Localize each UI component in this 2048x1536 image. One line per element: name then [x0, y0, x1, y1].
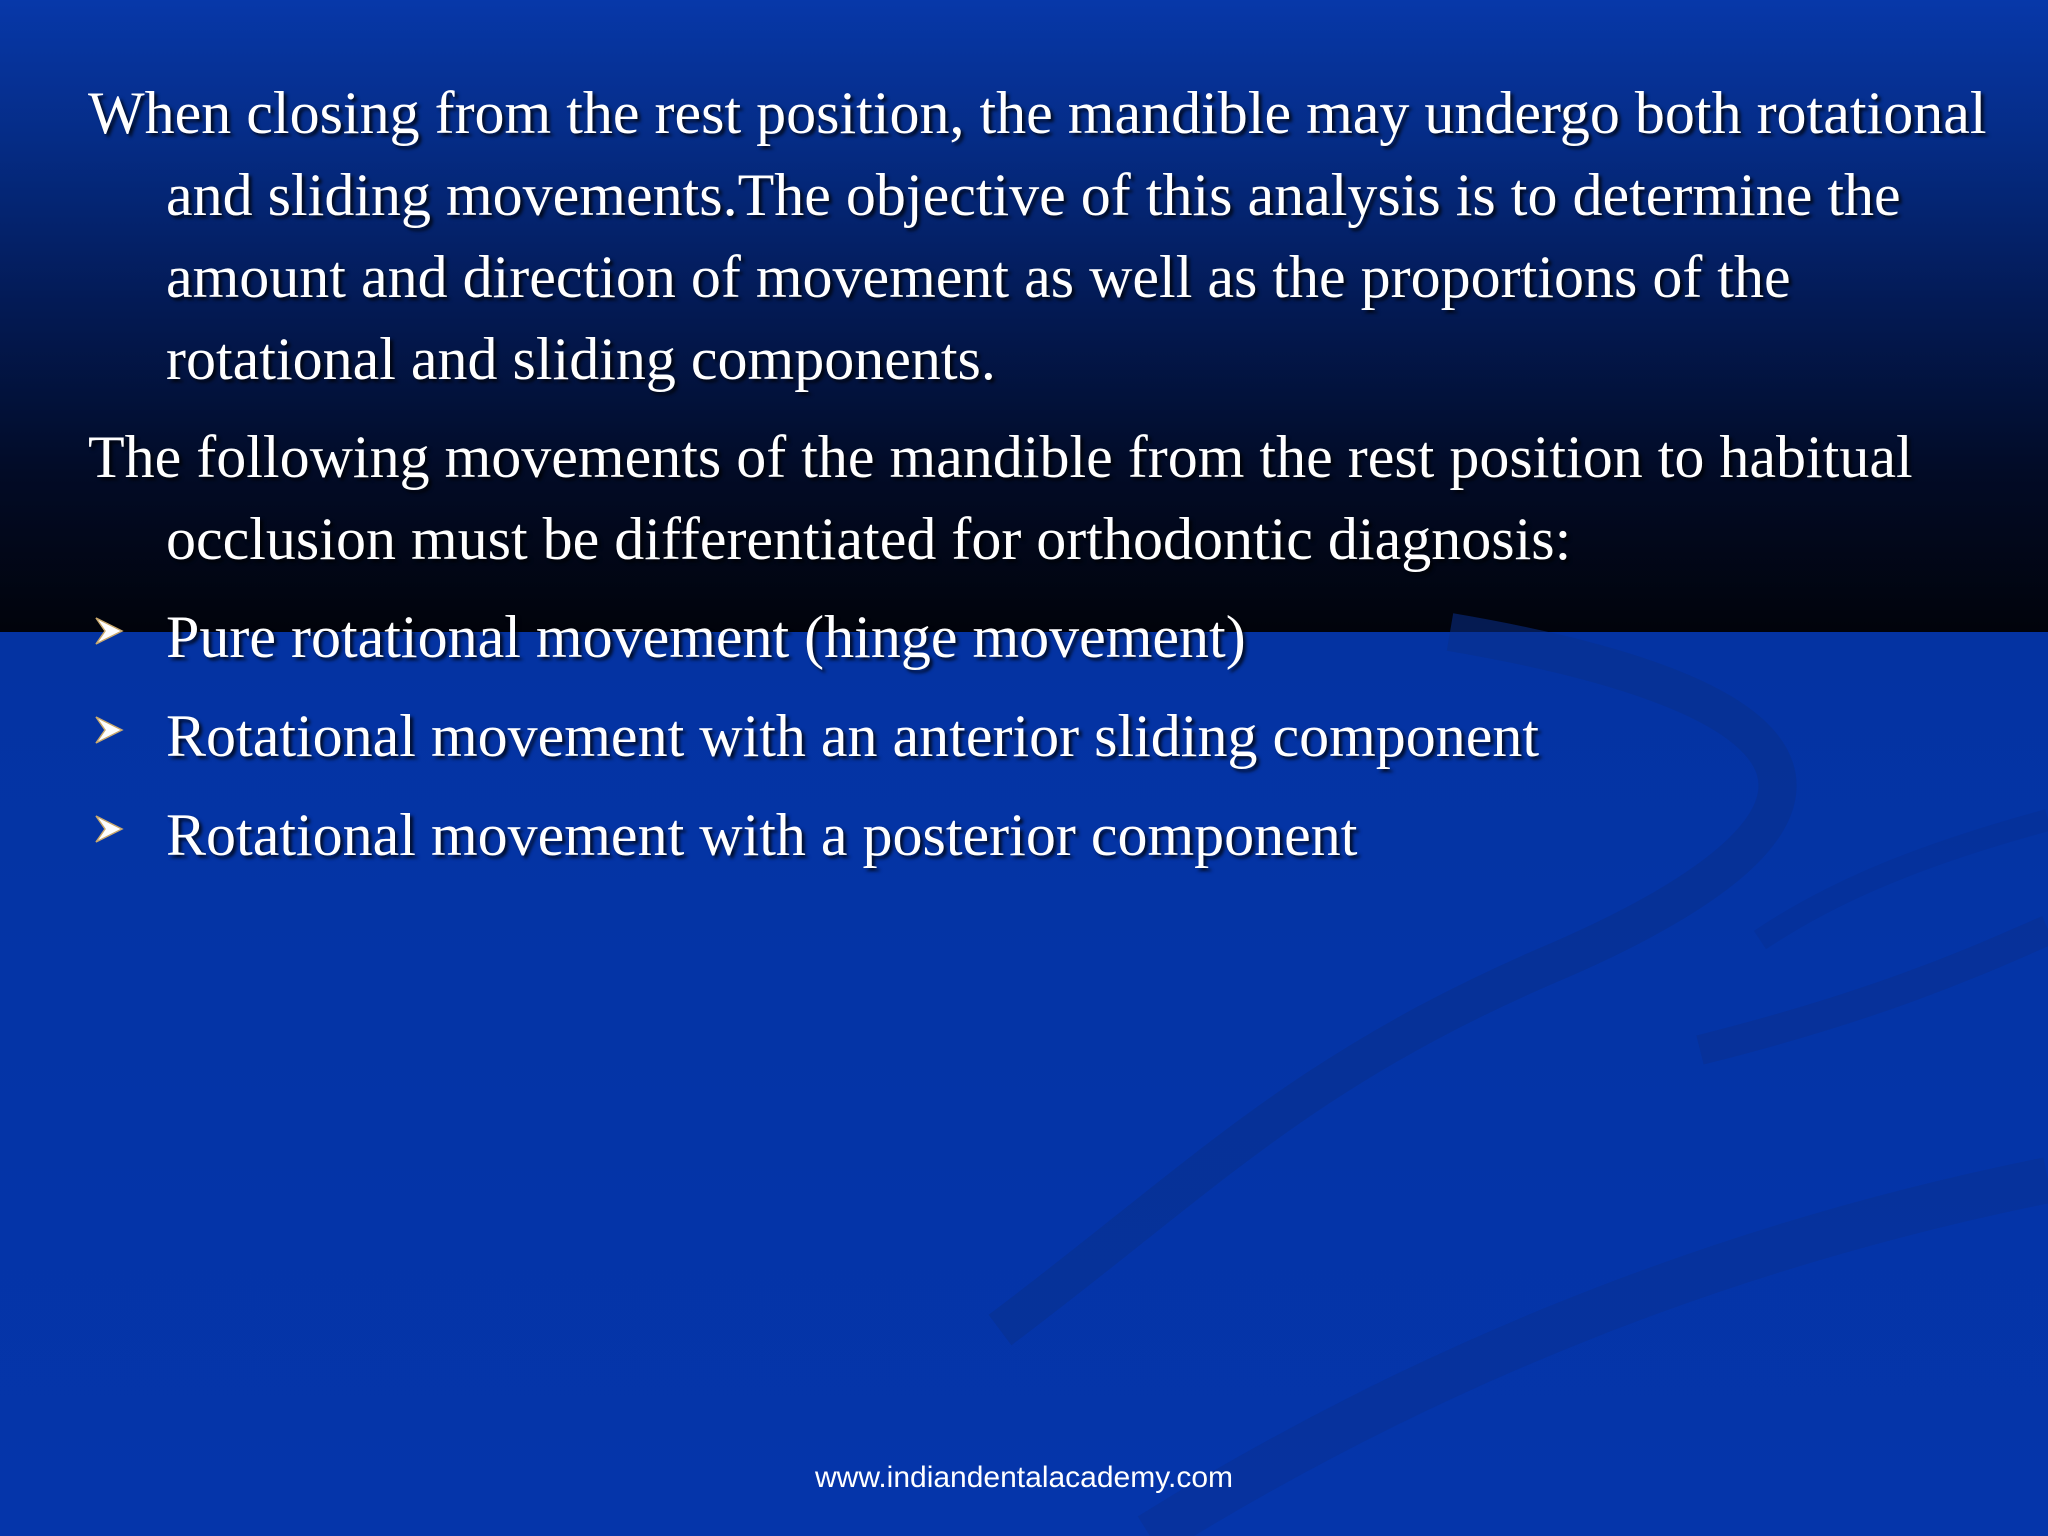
paragraph-rest-position: When closing from the rest position, the mandible may undergo both rotational and sliding movements.The objective of this analysis is to determine the amount and direction of movement as well as the proportions of the rotational and sliding components.: [88, 80, 1987, 392]
bullet-text: Pure rotational movement (hinge movement): [166, 604, 1246, 670]
bullet-item: [88, 695, 1988, 777]
footer-url: www.indiandentalacademy.com: [815, 1461, 1233, 1494]
bullet-item: [88, 794, 1988, 876]
slide-body: [88, 72, 1988, 893]
arrowhead-bullet-icon: [94, 813, 124, 845]
arrowhead-bullet-icon: [94, 714, 124, 746]
paragraph-movements-intro: The following movements of the mandible from the rest position to habitual occlusion must be differentiated for orthodontic diagnosis:: [88, 424, 1913, 572]
bullet-item: [88, 596, 1988, 678]
arrowhead-bullet-icon: [94, 615, 124, 647]
bullet-text: Rotational movement with a posterior component: [166, 802, 1358, 868]
bullet-text: Rotational movement with an anterior sliding component: [166, 703, 1540, 769]
